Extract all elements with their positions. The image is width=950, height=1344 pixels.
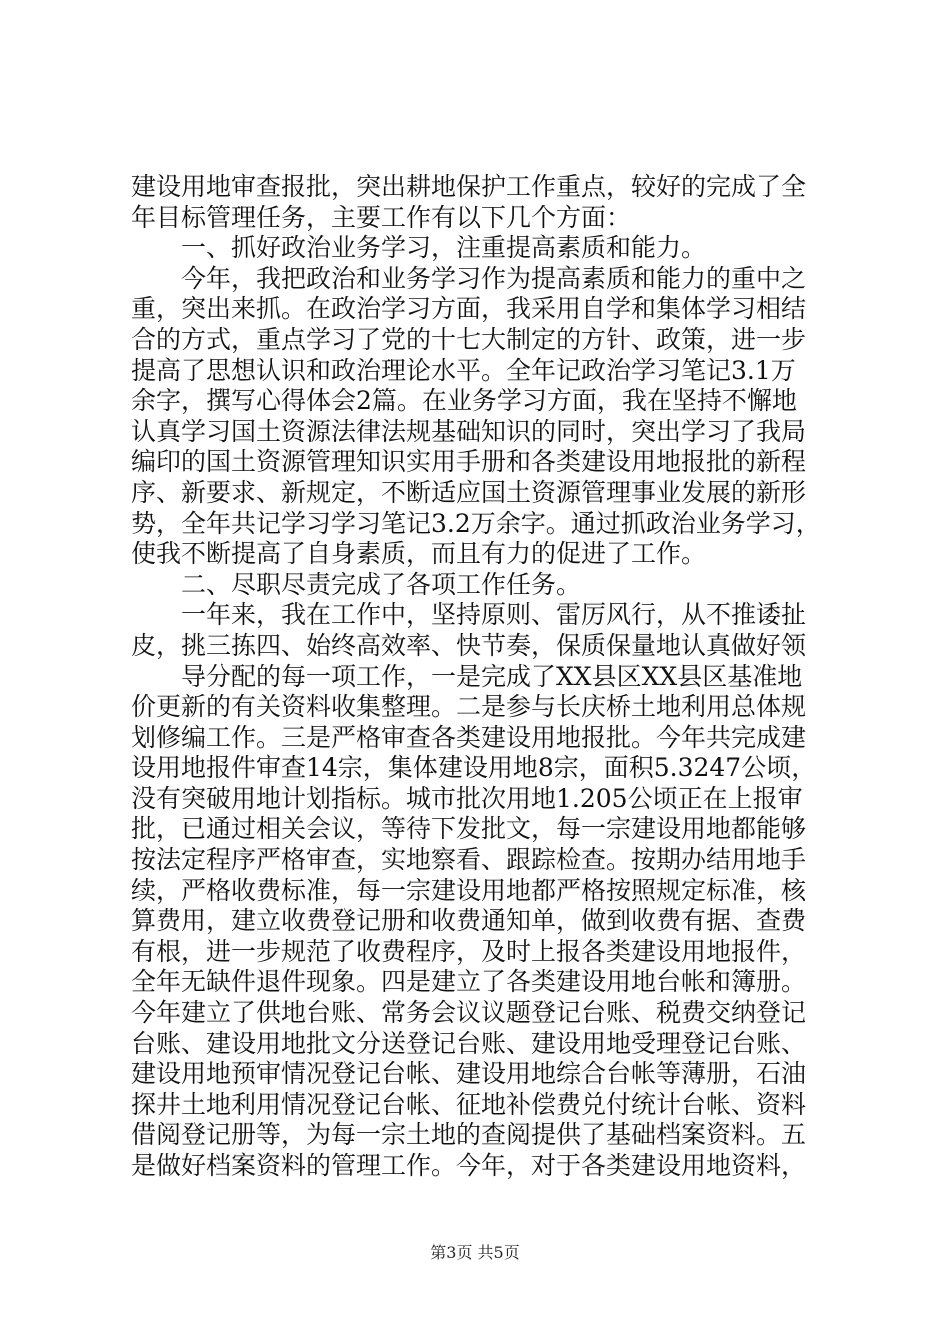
text-line: 年目标管理任务，主要工作有以下几个方面： (131, 202, 632, 232)
text-line: 台账、建设用地批文分送登记台账、建设用地受理登记台账、 (131, 1028, 807, 1058)
text-line: 算费用，建立收费登记册和收费通知单，做到收费有据、查费 (131, 906, 807, 936)
text-line: 借阅登记册等，为每一宗土地的查阅提供了基础档案资料。五 (131, 1120, 807, 1150)
text-line: 探井土地利用情况登记台帐、征地补偿费兑付统计台帐、资料 (131, 1089, 807, 1119)
text-line: 有根，进一步规范了收费程序，及时上报各类建设用地报件， (131, 936, 807, 966)
page-number-footer: 第3页 共5页 (430, 1243, 520, 1262)
text-line: 建设用地预审情况登记台帐、建设用地综合台帐等薄册，石油 (131, 1059, 807, 1089)
text-line: 没有突破用地计划指标。城市批次用地1.205公顷正在上报审 (131, 783, 803, 813)
text-line: 是做好档案资料的管理工作。今年，对于各类建设用地资料， (131, 1151, 807, 1180)
text-line: 序、新要求、新规定，不断适应国土资源管理事业发展的新形 (131, 477, 807, 507)
text-line: 设用地报件审查14宗，集体建设用地8宗，面积5.3247公顷， (131, 753, 817, 783)
text-line: 势，全年共记学习学习笔记3.2万余字。通过抓政治业务学习， (131, 508, 821, 538)
section-heading: 一、抓好政治业务学习，注重提高素质和能力。 (131, 233, 707, 263)
text-line: 编印的国土资源管理知识实用手册和各类建设用地报批的新程 (131, 447, 807, 477)
text-line: 划修编工作。三是严格审查各类建设用地报批。今年共完成建 (131, 722, 807, 752)
text-line: 按法定程序严格审查，实地察看、跟踪检查。按期办结用地手 (131, 845, 807, 875)
text-line: 提高了思想认识和政治理论水平。全年记政治学习笔记3.1万 (131, 355, 796, 385)
text-line: 皮，挑三拣四、始终高效率、快节奏，保质保量地认真做好领 (131, 630, 807, 660)
text-line: 批，已通过相关会议，等待下发批文，每一宗建设用地都能够 (131, 814, 807, 844)
text-line: 价更新的有关资料收集整理。二是参与长庆桥土地利用总体规 (131, 692, 807, 722)
text-line: 全年无缺件退件现象。四是建立了各类建设用地台帐和簿册。 (131, 967, 807, 997)
text-line: 建设用地审查报批，突出耕地保护工作重点，较好的完成了全 (131, 172, 807, 201)
body-text (131, 172, 831, 1182)
text-line: 使我不断提高了自身素质，而且有力的促进了工作。 (131, 539, 707, 569)
text-line: 续，严格收费标准，每一宗建设用地都严格按照规定标准，核 (131, 875, 807, 905)
text-line: 余字，撰写心得体会2篇。在业务学习方面，我在坚持不懈地 (131, 386, 797, 416)
section-heading: 二、尽职尽责完成了各项工作任务。 (131, 569, 582, 599)
text-line: 合的方式，重点学习了党的十七大制定的方针、政策，进一步 (131, 324, 807, 354)
text-line: 一年来，我在工作中，坚持原则、雷厉风行，从不推诿扯 (131, 600, 807, 630)
text-line: 导分配的每一项工作，一是完成了XX县区XX县区基准地 (131, 661, 803, 691)
text-line: 认真学习国土资源法律法规基础知识的同时，突出学习了我局 (131, 416, 807, 446)
text-line: 今年建立了供地台账、常务会议议题登记台账、税费交纳登记 (131, 998, 807, 1028)
text-line: 今年，我把政治和业务学习作为提高素质和能力的重中之 (131, 263, 807, 293)
text-line: 重，突出来抓。在政治学习方面，我采用自学和集体学习相结 (131, 294, 807, 324)
